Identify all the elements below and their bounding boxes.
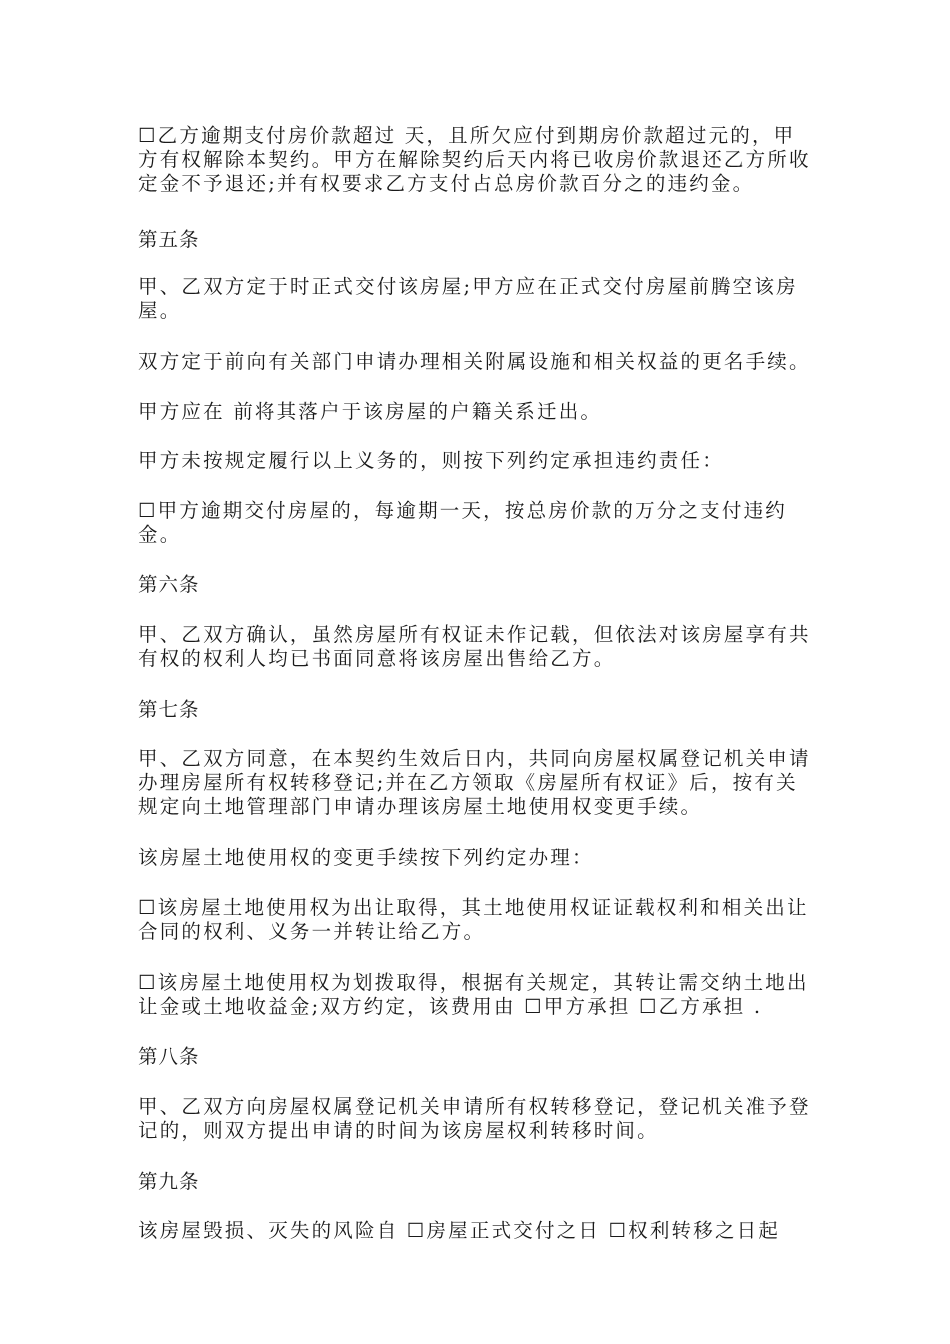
clause-paragraph: 甲方未按规定履行以上义务的，则按下列约定承担违约责任： — [138, 449, 724, 472]
clause-paragraph: 甲、乙双方向房屋权属登记机关申请所有权转移登记，登记机关准予登记的，则双方提出申请的时间为该房屋权利转移时间。 — [138, 1095, 811, 1142]
article-heading: 第五条 — [138, 228, 200, 251]
article-heading: 第七条 — [138, 698, 200, 721]
clause-paragraph: 甲方应在 前将其落户于该房屋的户籍关系迁出。 — [138, 400, 603, 423]
clause-paragraph: ☐该房屋土地使用权为出让取得，其土地使用权证证载权利和相关出让合同的权利、义务一并转让给乙方。 — [138, 896, 809, 943]
article-heading: 第九条 — [138, 1170, 200, 1193]
clause-paragraph: 甲、乙双方同意，在本契约生效后日内，共同向房屋权属登记机关申请办理房屋所有权转移登记;并在乙方领取《房屋所有权证》后，按有关规定向土地管理部门申请办理该房屋土地使用权变更手续。 — [138, 747, 811, 818]
clause-paragraph: ☐该房屋土地使用权为划拨取得，根据有关规定，其转让需交纳土地出让金或土地收益金;双方约定，该费用由 ☐甲方承担 ☐乙方承担 . — [138, 971, 809, 1018]
clause-paragraph: 该房屋土地使用权的变更手续按下列约定办理： — [138, 846, 594, 869]
article-heading: 第八条 — [138, 1045, 200, 1068]
clause-paragraph: 该房屋毁损、灭失的风险自 ☐房屋正式交付之日 ☐权利转移之日起 — [138, 1219, 781, 1242]
clause-paragraph: 甲、乙双方确认，虽然房屋所有权证未作记载，但依法对该房屋享有共有权的权利人均已书面同意将该房屋出售给乙方。 — [138, 623, 811, 670]
article-heading: 第六条 — [138, 573, 200, 596]
clause-paragraph: ☐甲方逾期交付房屋的，每逾期一天，按总房价款的万分之支付违约金。 — [138, 499, 787, 546]
clause-paragraph: 甲、乙双方定于时正式交付该房屋;甲方应在正式交付房屋前腾空该房屋。 — [138, 275, 798, 322]
clause-paragraph: ☐乙方逾期支付房价款超过 天，且所欠应付到期房价款超过元的，甲方有权解除本契约。甲方在解除契约后天内将已收房价款退还乙方所收定金不予退还;并有权要求乙方支付占总房价款百分之的违约金。 — [138, 124, 811, 195]
clause-paragraph: 双方定于前向有关部门申请办理相关附属设施和相关权益的更名手续。 — [138, 350, 811, 373]
